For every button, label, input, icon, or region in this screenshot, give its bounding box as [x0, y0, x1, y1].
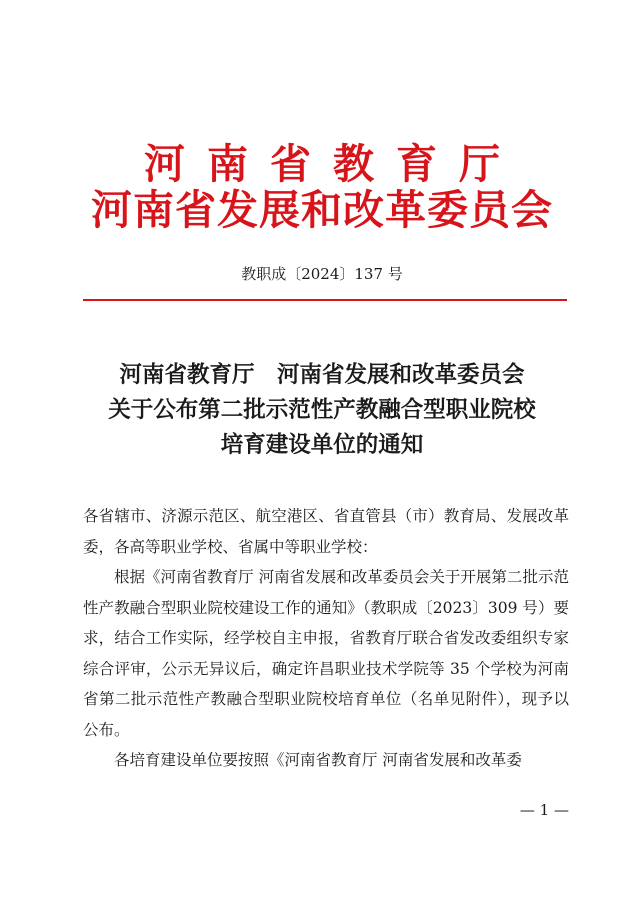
addressee-paragraph: 各省辖市、济源示范区、航空港区、省直管县（市）教育局、发展改革委，各高等职业学校、省属中等职业学校： — [83, 507, 569, 556]
body-paragraph-1: 根据《河南省教育厅 河南省发展和改革委员会关于开展第二批示范性产教融合型职业院校建设工作的通知》（教职成〔2023〕309 号）要求，结合工作实际，经学校自主申报，省教育厅联合省发改委组织专家综合评审，公示无异议后，确定许昌职业技术学院等 35 个学校为河南省第二批示范性产教融合型职业院校培育单位（名单见附件），现予以公布。 — [83, 568, 569, 739]
issuer-header-development-commission: 河南省发展和改革委员会 — [91, 186, 553, 234]
document-title — [0, 358, 644, 463]
red-divider-line — [83, 299, 567, 301]
document-number: 教职成〔2024〕137 号 — [241, 265, 403, 283]
body-paragraph-2: 各培育建设单位要按照《河南省教育厅 河南省发展和改革委 — [114, 751, 522, 769]
document-body — [83, 501, 569, 776]
page-number: — 1 — — [519, 801, 569, 819]
title-line-2: 关于公布第二批示范性产教融合型职业院校 — [108, 397, 536, 423]
title-line-3: 培育建设单位的通知 — [220, 432, 424, 458]
issuer-header-education-dept: 河南省教育厅 — [144, 140, 522, 188]
title-line-1: 河南省教育厅 河南省发展和改革委员会 — [119, 362, 525, 388]
